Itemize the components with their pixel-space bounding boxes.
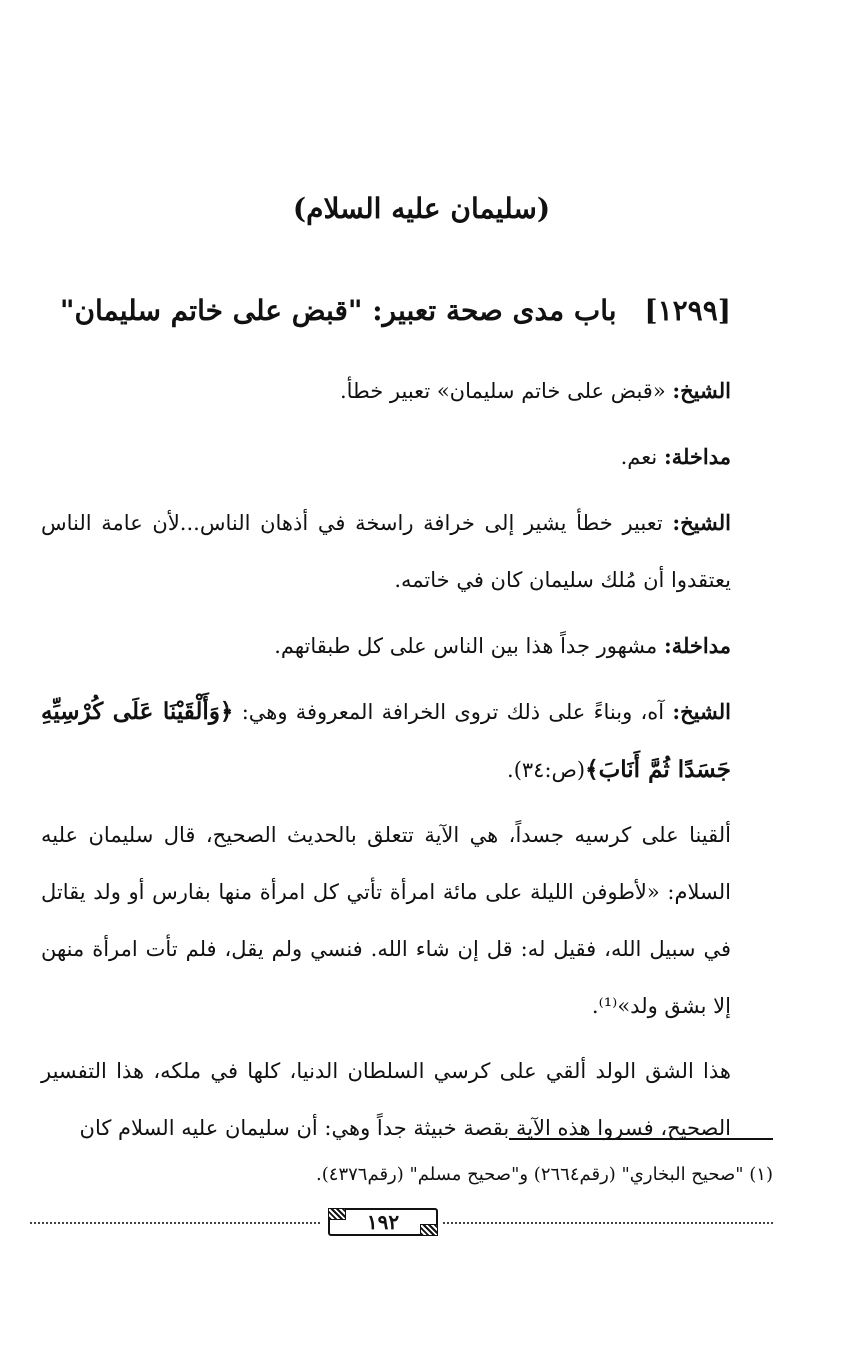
section-number: [١٢٩٩] [644,294,731,327]
paragraph [41,494,731,609]
ornament-icon [328,1208,346,1220]
page-rule-right [443,1222,773,1224]
footnote-divider [509,1138,773,1140]
section-heading [31,294,731,327]
paragraph-text: ألقينا على كرسيه جسداً، هي الآية تتعلق بالحديث الصحيح، قال سليمان عليه السلام: «لأطوفن الليلة على مائة امرأة تأتي كل امرأة منها بفارس أو ولد يقاتل في سبيل الله، فقيل له: قل إن شاء الله. فنسي ولم يقل، فلم تأت امرأة منهن إلا بشق ولد»⁽¹⁾. [41,823,731,1018]
paragraph-text: تعبير خطأ يشير إلى خرافة راسخة في أذهان الناس...لأن عامة الناس يعتقدوا أن مُلك سليمان كان في خاتمه. [41,511,731,592]
page-rule-left [30,1222,320,1224]
ornament-icon [420,1224,438,1236]
speaker-label: الشيخ: [672,699,731,724]
paragraph-text: هذا الشق الولد ألقي على كرسي السلطان الدنيا، كلها في ملكه، هذا التفسير الصحيح، فسروا هذه الآية بقصة خبيثة جداً وهي: أن سليمان عليه السلام كان [41,1059,731,1140]
footnote: (١) "صحيح البخاري" (رقم٢٦٦٤) و"صحيح مسلم" (رقم٤٣٧٦). [316,1164,773,1185]
page-number-box [328,1208,438,1236]
speaker-label: مداخلة: [663,633,731,658]
quran-verse: ﴿وَأَلْقَيْنَا عَلَى كُرْسِيِّهِ جَسَدًا ثُمَّ أَنَابَ﴾ [41,698,731,783]
paragraph-text: «قبض على خاتم سليمان» تعبير خطأ. [339,379,673,403]
paragraph-text: نعم. [620,445,664,469]
paragraph [41,683,731,799]
paragraph [41,428,731,486]
paragraph [41,617,731,675]
paragraph-text: مشهور جداً هذا بين الناس على كل طبقاتهم. [274,634,664,658]
paragraph [41,362,731,420]
page-number: ١٩٢ [366,1210,400,1234]
speaker-label: الشيخ: [672,378,731,403]
verse-reference: (ص:٣٤). [507,758,586,782]
speaker-label: الشيخ: [672,510,731,535]
body-text [41,362,731,1165]
chapter-title: (سليمان عليه السلام) [292,192,551,225]
speaker-label: مداخلة: [663,444,731,469]
paragraph [41,807,731,1035]
paragraph-text: آه، وبناءً على ذلك تروى الخرافة المعروفة وهي: [233,700,673,724]
section-title: باب مدى صحة تعبير: "قبض على خاتم سليمان" [59,294,617,327]
